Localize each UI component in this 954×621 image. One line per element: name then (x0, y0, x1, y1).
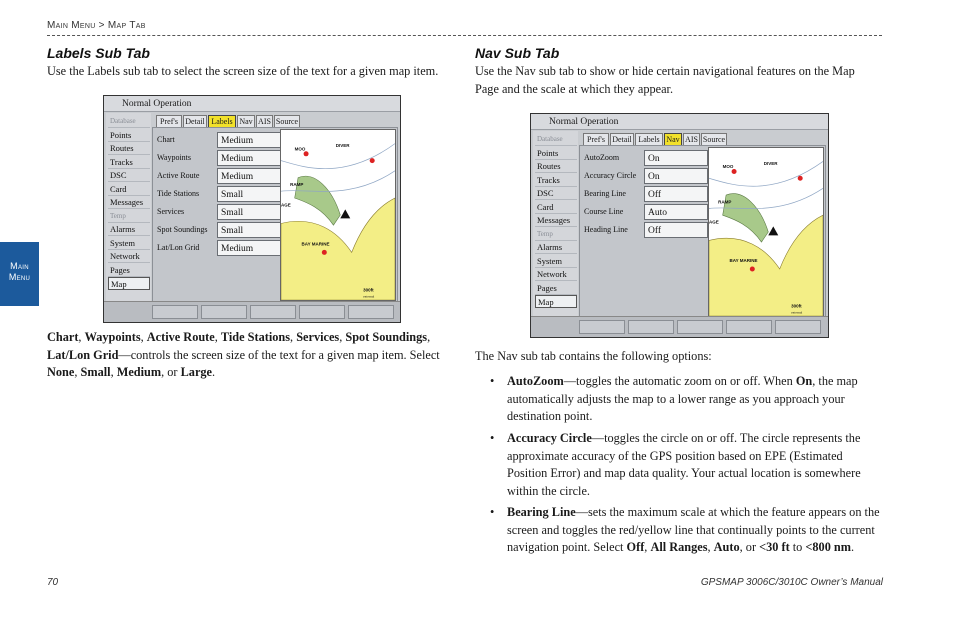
device-tab-ais[interactable]: AIS (256, 115, 273, 127)
bearing-line-2: screen and toggles the red/yellow line that continually points to the current (507, 522, 875, 537)
device-menu-item-tracks[interactable]: Tracks (108, 156, 150, 169)
labels-sub-tab-heading: Labels Sub Tab (47, 45, 150, 61)
device-tab-labels[interactable]: Labels (635, 133, 663, 145)
term-bearing-line: Bearing Line (507, 505, 576, 519)
bearing-text: navigation point. Select (507, 540, 627, 555)
autozoom-text: —toggles the automatic zoom on or off. When (563, 374, 796, 388)
setting-value-field[interactable]: Medium (217, 132, 281, 148)
setting-value-field[interactable]: Medium (217, 168, 281, 184)
setting-label: Accuracy Circle (584, 171, 637, 180)
setting-value-field[interactable]: Small (217, 186, 281, 202)
device-softkeys (104, 301, 400, 322)
side-tab-line-1: Main (10, 261, 29, 271)
opt-800nm: <800 nm (805, 540, 852, 555)
bullet-dot: • (490, 374, 495, 388)
nav-intro (475, 63, 885, 98)
setting-value-field[interactable]: Medium (217, 150, 281, 166)
setting-value-field[interactable]: Small (217, 222, 281, 238)
term-spot-soundings: Spot Soundings (345, 330, 428, 344)
opt-small: Small (80, 365, 111, 380)
autozoom-line-1 (507, 373, 890, 391)
device-tab-source[interactable]: Source (275, 117, 299, 126)
term-services: Services (296, 330, 340, 344)
sep: , (110, 365, 117, 380)
desc-text: —controls the screen size of the text for a given map item. Select (118, 347, 440, 362)
device-tab-detail[interactable]: Detail (183, 115, 207, 127)
term-latlon: Lat/Lon Grid (47, 347, 119, 362)
setting-label: Waypoints (157, 153, 192, 162)
device-side-menu (533, 131, 578, 317)
map-label: BAY MARINE (729, 258, 758, 264)
setting-value-field[interactable]: Auto (644, 204, 708, 220)
map-scale-sub: external (791, 310, 803, 315)
device-menu-item-pages[interactable]: Pages (108, 264, 150, 277)
setting-value-field[interactable]: Medium (217, 240, 281, 256)
device-menu-item-points[interactable]: Points (108, 129, 150, 142)
map-scale: 300ft (791, 303, 802, 309)
side-tab-line-2: Menu (8, 272, 31, 282)
labels-desc-line-1: Chart, Waypoints, Active Route, Tide Stations, Services, Spot Soundings, (47, 330, 431, 344)
term-accuracy-circle: Accuracy Circle (507, 431, 592, 445)
device-menu-item-card[interactable]: Card (108, 183, 150, 196)
device-tab-prefs[interactable]: Pref's (583, 133, 609, 145)
marker-icon (304, 151, 309, 156)
term-autozoom: AutoZoom (507, 374, 564, 388)
device-menu-item-database[interactable]: Database (535, 133, 577, 146)
sep-or: , or (161, 365, 181, 380)
term-on: On (795, 374, 813, 388)
marker-icon (732, 169, 737, 174)
device-menu-item-messages[interactable]: Messages (108, 196, 150, 209)
bearing-line-1 (507, 504, 890, 522)
map-label: DIVER (335, 143, 350, 148)
opt-none: None (47, 365, 75, 380)
sep: , (74, 365, 81, 380)
device-menu-item-system[interactable]: System (535, 255, 577, 268)
term-waypoints: Waypoints (84, 330, 141, 344)
device-tab-labels[interactable]: Labels (208, 115, 236, 127)
map-label: AGE (709, 219, 719, 225)
labels-description (47, 329, 447, 382)
device-tab-detail[interactable]: Detail (610, 133, 634, 145)
device-menu-item-temp[interactable]: Temp (535, 228, 577, 241)
labels-tab-screenshot (103, 95, 401, 323)
map-label: MOO (294, 146, 306, 152)
device-menu-item-dsc[interactable]: DSC (535, 187, 577, 200)
softkey[interactable] (579, 320, 625, 334)
marker-icon (798, 176, 803, 181)
accuracy-line-1 (507, 430, 890, 448)
device-menu-item-messages[interactable]: Messages (535, 214, 577, 227)
map-label: RAMP (718, 199, 732, 205)
device-menu-item-card[interactable]: Card (535, 201, 577, 214)
device-tab-nav[interactable]: Nav (237, 115, 255, 127)
setting-label: Spot Soundings (157, 225, 208, 234)
bullet-accuracy-circle (490, 430, 890, 500)
map-label: BAY MARINE (301, 241, 330, 247)
device-menu-item-network[interactable]: Network (535, 268, 577, 281)
breadcrumb: Main Menu > Map Tab (47, 20, 146, 31)
accuracy-line-3: Position Error) and map data quality. Your actual location is somewhere (507, 466, 861, 481)
nav-options-intro: The Nav sub tab contains the following options: (475, 349, 712, 363)
accuracy-line-4: within the circle. (507, 483, 590, 498)
device-menu-item-database[interactable]: Database (108, 115, 150, 128)
setting-value-field[interactable]: Off (644, 222, 708, 238)
sep: , (339, 330, 346, 344)
softkey[interactable] (201, 305, 247, 319)
setting-label: Tide Stations (157, 189, 200, 198)
map-label: RAMP (290, 182, 304, 188)
bearing-text: —sets the maximum scale at which the feature appears on the (575, 505, 880, 519)
labels-intro: Use the Labels sub tab to select the screen size of the text for a given map item. (47, 64, 439, 78)
period: . (212, 365, 216, 380)
map-label: MOO (722, 164, 734, 170)
device-softkeys (531, 316, 828, 337)
manual-title: GPSMAP 3006C/3010C Owner’s Manual (700, 577, 883, 588)
softkey[interactable] (152, 305, 198, 319)
device-tab-prefs[interactable]: Pref's (156, 115, 182, 127)
nav-tab-screenshot (530, 113, 829, 338)
device-menu-item-tracks[interactable]: Tracks (535, 174, 577, 187)
setting-label: Course Line (584, 207, 624, 216)
device-menu-item-dsc[interactable]: DSC (108, 169, 150, 182)
setting-label: Active Route (157, 171, 200, 180)
setting-label: Lat/Lon Grid (157, 243, 200, 252)
device-menu-item-alarms[interactable]: Alarms (535, 241, 577, 254)
setting-label: AutoZoom (584, 153, 620, 162)
setting-label: Chart (157, 135, 175, 144)
term-chart: Chart (47, 330, 79, 344)
bullet-bearing-line (490, 504, 890, 557)
softkey[interactable] (775, 320, 821, 334)
sep: , (78, 330, 85, 344)
device-tab-ais[interactable]: AIS (683, 133, 700, 145)
opt-all-ranges: All Ranges (650, 540, 708, 555)
map-preview (280, 129, 396, 301)
marker-icon (322, 250, 327, 255)
device-menu-item-points[interactable]: Points (535, 147, 577, 160)
setting-value-field[interactable]: Off (644, 186, 708, 202)
setting-label: Bearing Line (584, 189, 626, 198)
opt-auto: Auto (713, 540, 740, 555)
nav-sub-tab-heading: Nav Sub Tab (475, 45, 560, 61)
map-preview (708, 147, 824, 317)
opt-off: Off (626, 540, 645, 555)
accuracy-text: —toggles the circle on or off. The circle represents the (591, 431, 861, 445)
bullet-dot: • (490, 431, 495, 445)
setting-value-field[interactable]: On (644, 168, 708, 184)
sep: , (290, 330, 297, 344)
map-scale: 300ft (363, 287, 374, 293)
bullet-autozoom (490, 373, 890, 426)
bearing-line-3: navigation point. Select Off, All Ranges, Auto, or <30 ft to <800 nm. (507, 540, 855, 555)
device-menu-item-system[interactable]: System (108, 237, 150, 250)
device-tab-nav[interactable]: Nav (664, 133, 682, 145)
device-menu-item-pages[interactable]: Pages (535, 282, 577, 295)
setting-label: Services (157, 207, 185, 216)
device-menu-item-network[interactable]: Network (108, 250, 150, 263)
device-menu-item-temp[interactable]: Temp (108, 210, 150, 223)
nav-intro-line-1: Use the Nav sub tab to show or hide certain navigational features on the Map (475, 64, 855, 78)
opt-30ft: <30 ft (759, 540, 790, 555)
setting-value-field[interactable]: On (644, 150, 708, 166)
autozoom-line-3: destination point. (507, 409, 593, 424)
softkey[interactable] (250, 305, 296, 319)
autozoom-text: , the map (812, 374, 858, 388)
labels-desc-line-3 (47, 364, 447, 382)
device-title: Normal Operation (104, 96, 400, 112)
header-rule (47, 35, 882, 36)
softkey[interactable] (299, 305, 345, 319)
bullet-dot: • (490, 505, 495, 519)
setting-label: Heading Line (584, 225, 628, 234)
sep: , (214, 330, 221, 344)
map-chart-svg (281, 130, 395, 300)
map-label: DIVER (763, 160, 778, 166)
term-tide-stations: Tide Stations (220, 330, 291, 344)
page-number: 70 (47, 577, 59, 588)
term-active-route: Active Route (146, 330, 215, 344)
accuracy-line-2: approximate accuracy of the GPS position based on EPE (Estimated (507, 448, 843, 463)
setting-value-field[interactable]: Small (217, 204, 281, 220)
device-title: Normal Operation (531, 114, 828, 130)
map-scale-sub: external (363, 294, 375, 299)
softkey[interactable] (677, 320, 723, 334)
sep: , (140, 330, 147, 344)
marker-icon (370, 158, 375, 163)
opt-large: Large (180, 365, 213, 380)
opt-medium: Medium (116, 365, 162, 380)
autozoom-line-2: automatically adjusts the map to a lower range as you approach your (507, 391, 845, 406)
map-chart-svg (709, 148, 823, 316)
softkey[interactable] (628, 320, 674, 334)
device-tab-source[interactable]: Source (702, 135, 726, 144)
softkey[interactable] (726, 320, 772, 334)
nav-intro-line-2: Page and the scale at which they appear. (475, 81, 674, 96)
device-side-menu (106, 113, 151, 302)
device-menu-item-map[interactable]: Map (535, 295, 577, 308)
side-tab-main-menu[interactable] (0, 242, 39, 306)
map-label: AGE (281, 202, 291, 208)
device-menu-item-alarms[interactable]: Alarms (108, 223, 150, 236)
marker-icon (750, 266, 755, 271)
device-menu-item-routes[interactable]: Routes (108, 142, 150, 155)
device-menu-item-map[interactable]: Map (108, 277, 150, 290)
labels-desc-line-2 (47, 347, 447, 365)
device-menu-item-routes[interactable]: Routes (535, 160, 577, 173)
softkey[interactable] (348, 305, 394, 319)
